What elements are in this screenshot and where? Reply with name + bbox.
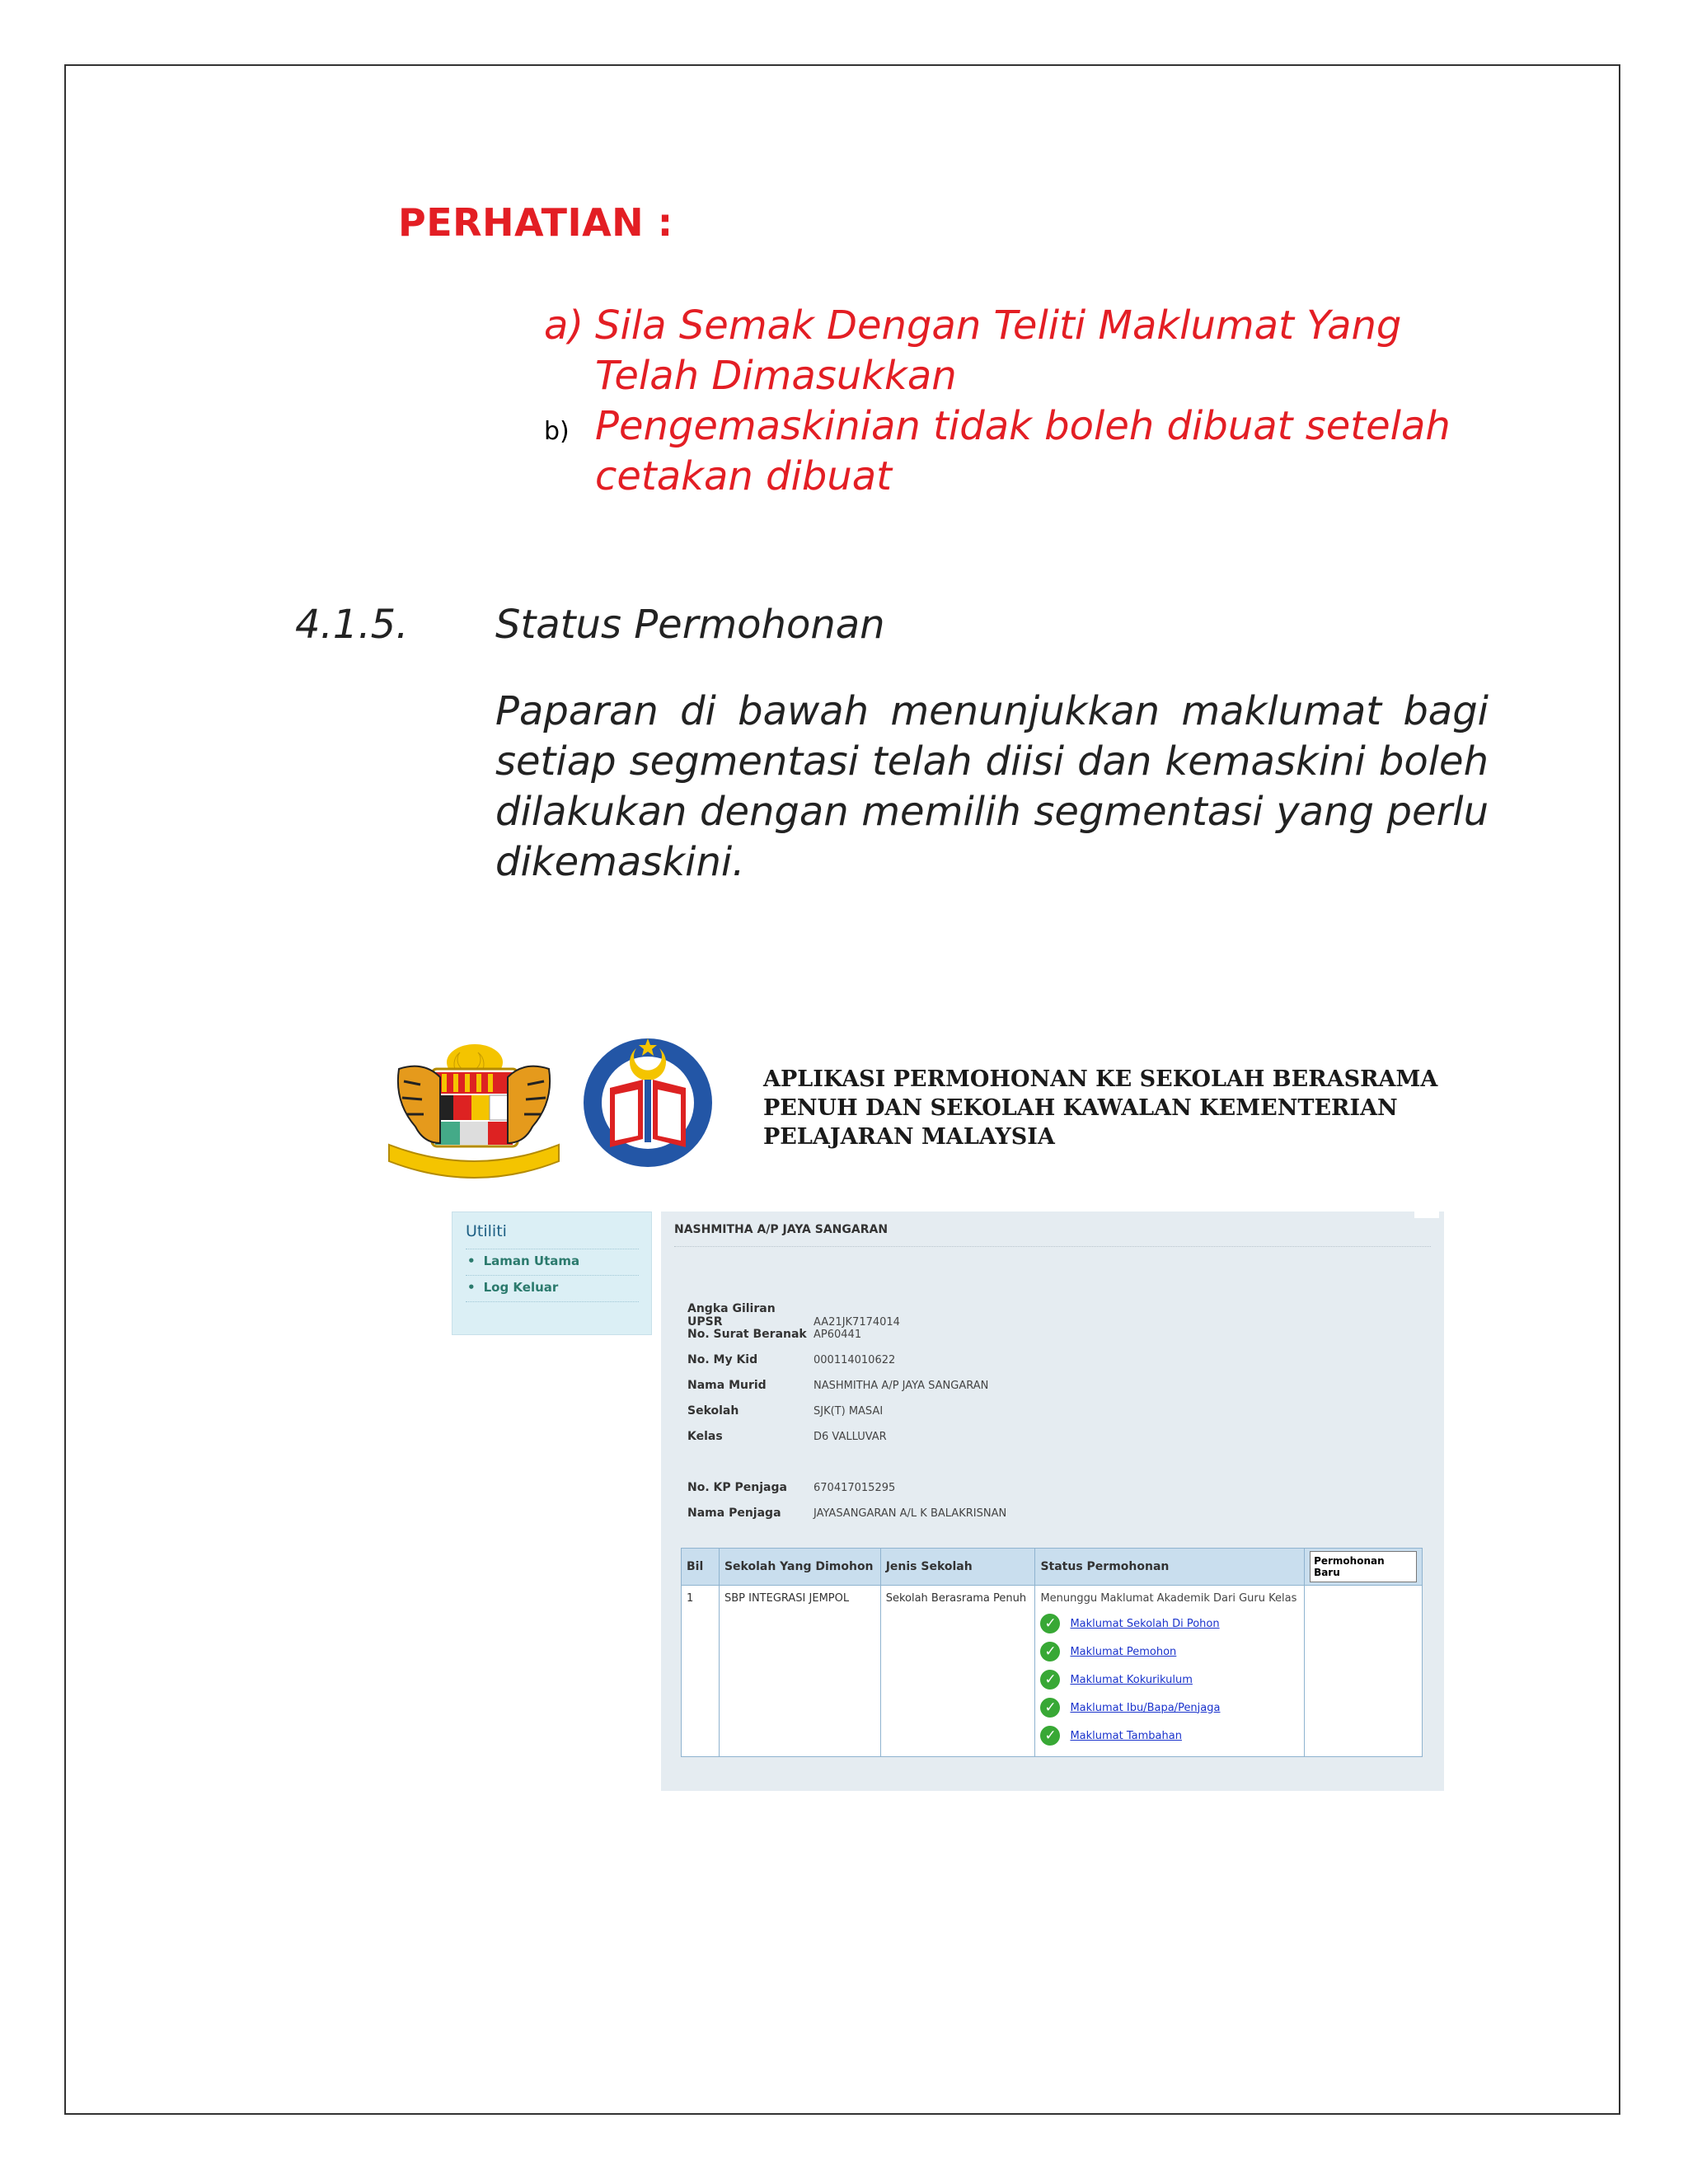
check-circle-icon: ✓ [1040,1614,1060,1633]
info-row [687,1430,887,1443]
status-item [1040,1610,1299,1638]
sidebar-title: Utiliti [466,1222,507,1240]
cell-school: SBP INTEGRASI JEMPOL [719,1586,880,1757]
notice-text: Pengemaskinian tidak boleh dibuat setelah cetakan dibuat [595,403,1451,499]
column-header-bil: Bil [682,1549,720,1586]
check-circle-icon: ✓ [1040,1726,1060,1746]
notice-title: PERHATIAN : [398,200,673,245]
info-row [687,1481,895,1494]
info-label: Nama Murid [687,1379,767,1392]
cell-action [1305,1586,1423,1757]
link-maklumat-tambahan[interactable]: Maklumat Tambahan [1070,1729,1182,1742]
app-title: APLIKASI PERMOHONAN KE SEKOLAH BERASRAMA PENUH DAN SEKOLAH KAWALAN KEMENTERIAN PELAJARAN MALAYSIA [763,1066,1438,1150]
info-label: No. KP Penjaga [687,1481,787,1494]
bullet-icon: • [467,1280,476,1295]
status-item [1040,1694,1299,1722]
status-item [1040,1722,1299,1750]
notice-marker: b) [544,417,570,446]
table-header-row [682,1549,1423,1586]
check-circle-icon: ✓ [1040,1642,1060,1661]
info-value: AA21JK7174014 [814,1316,900,1329]
sidebar-item-label: Laman Utama [483,1254,580,1268]
student-name-header: NASHMITHA A/P JAYA SANGARAN [674,1223,889,1236]
sidebar [452,1212,652,1335]
divider [674,1246,1431,1247]
sidebar-item-laman-utama[interactable] [467,1254,579,1268]
cell-bil: 1 [682,1586,720,1757]
cell-status [1035,1586,1305,1757]
column-header-type: Jenis Sekolah [880,1549,1035,1586]
column-header-status: Status Permohonan [1035,1549,1305,1586]
link-maklumat-pemohon[interactable]: Maklumat Pemohon [1070,1645,1177,1658]
info-row [687,1404,883,1418]
notice-marker: a) [544,302,584,349]
column-header-school: Sekolah Yang Dimohon [719,1549,880,1586]
ministry-of-education-logo [577,1037,742,1185]
table-row [682,1586,1423,1757]
application-table [681,1548,1423,1757]
info-label: Sekolah [687,1404,739,1418]
notice-item [544,301,1492,401]
info-label: Kelas [687,1430,723,1443]
info-row [687,1328,861,1341]
section-paragraph: Paparan di bawah menunjukkan maklumat bagi setiap segmentasi telah diisi dan kemaskini boleh dilakukan dengan memilih segmentasi yang perlu dikemaskini. [495,688,1489,885]
info-value: 670417015295 [814,1482,896,1494]
info-value: JAYASANGARAN A/L K BALAKRISNAN [814,1507,1007,1520]
info-label: Nama Penjaga [687,1507,781,1520]
link-maklumat-sekolah[interactable]: Maklumat Sekolah Di Pohon [1070,1617,1220,1630]
cell-type: Sekolah Berasrama Penuh [880,1586,1035,1757]
notice-list [544,301,1492,502]
main-panel [661,1212,1444,1791]
info-label: No. My Kid [687,1353,758,1366]
new-application-button[interactable]: Permohonan Baru [1310,1551,1417,1582]
status-item [1040,1638,1299,1666]
info-row [687,1379,988,1392]
info-value: 000114010622 [814,1354,896,1366]
info-row [687,1353,895,1366]
divider [466,1275,639,1276]
info-label: Angka Giliran UPSR [687,1302,776,1329]
info-row [687,1507,1006,1520]
status-item [1040,1666,1299,1694]
bullet-icon: • [467,1254,476,1268]
sidebar-item-log-keluar[interactable] [467,1280,558,1295]
notice-text: Sila Semak Dengan Teliti Maklumat Yang Telah Dimasukkan [595,302,1402,399]
info-value: SJK(T) MASAI [814,1405,884,1418]
info-value: NASHMITHA A/P JAYA SANGARAN [814,1380,989,1392]
divider [466,1301,639,1302]
info-row [687,1302,900,1329]
section-title: Status Permohonan [495,602,885,648]
info-label: No. Surat Beranak [687,1328,807,1341]
info-value: AP60441 [814,1329,862,1341]
link-maklumat-kokurikulum[interactable]: Maklumat Kokurikulum [1070,1673,1193,1686]
malaysia-coat-of-arms-logo [384,1036,564,1184]
panel-corner [1414,1210,1439,1218]
status-text: Menunggu Maklumat Akademik Dari Guru Kelas [1040,1592,1297,1605]
info-value: D6 VALLUVAR [814,1431,887,1443]
link-maklumat-ibu-bapa[interactable]: Maklumat Ibu/Bapa/Penjaga [1070,1701,1221,1714]
notice-item [544,401,1492,502]
column-header-action [1305,1549,1423,1586]
sidebar-item-label: Log Keluar [483,1280,559,1295]
check-circle-icon: ✓ [1040,1670,1060,1690]
check-circle-icon: ✓ [1040,1698,1060,1718]
section-number: 4.1.5. [295,602,409,648]
